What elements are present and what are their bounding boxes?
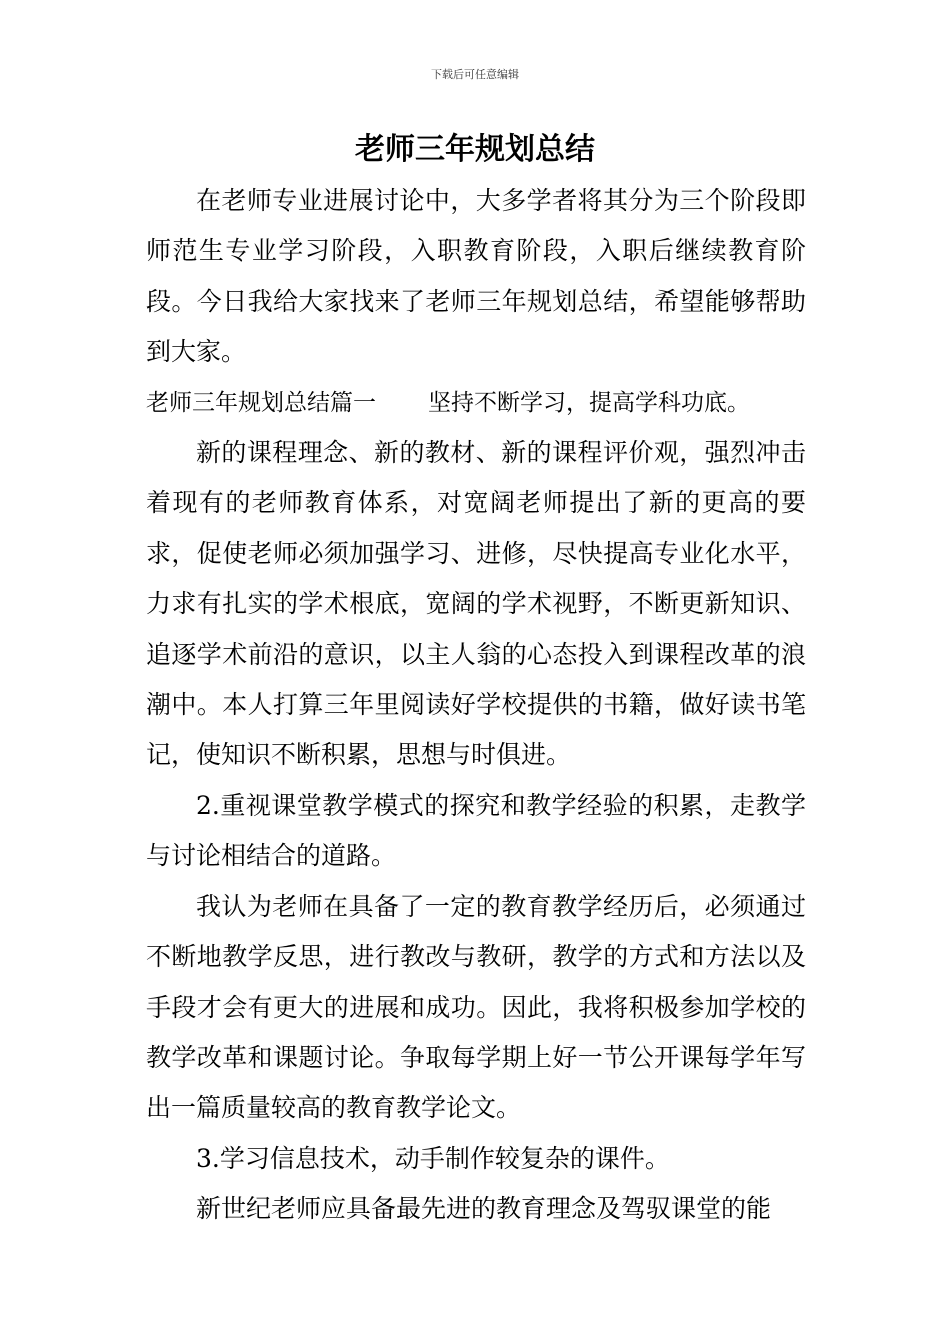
paragraph-2: 2.重视课堂教学模式的探究和教学经验的积累，走教学与讨论相结合的道路。 bbox=[146, 790, 806, 871]
intro-paragraph: 在老师专业进展讨论中，大多学者将其分为三个阶段即师范生专业学习阶段，入职教育阶段，入职后继续教育阶段。今日我给大家找来了老师三年规划总结，希望能够帮助到大家。 bbox=[146, 186, 806, 367]
paragraph-3: 我认为老师在具备了一定的教育教学经历后，必须通过不断地教学反思，进行教改与教研，教学的方式和方法以及手段才会有更大的进展和成功。因此，我将积极参加学校的教学改革和课题讨论。争取每学期上好一节公开课每学年写出一篇质量较高的教育教学论文。 bbox=[146, 891, 806, 1123]
header-note: 下载后可任意编辑 bbox=[431, 68, 519, 81]
paragraph-4: 3.学习信息技术，动手制作较复杂的课件。 bbox=[196, 1143, 670, 1173]
section-heading-line bbox=[146, 378, 806, 428]
paragraph-1: 新的课程理念、新的教材、新的课程评价观，强烈冲击着现有的老师教育体系，对宽阔老师提出了新的更高的要求，促使老师必须加强学习、进修，尽快提高专业化水平，力求有扎实的学术根底，宽阔的学术视野，不断更新知识、追逐学术前沿的意识，以主人翁的心态投入到课程改革的浪潮中。本人打算三年里阅读好学校提供的书籍，做好读书笔记，使知识不断积累，思想与时俱进。 bbox=[146, 438, 806, 770]
document-title: 老师三年规划总结 bbox=[355, 132, 595, 167]
paragraph-5: 新世纪老师应具备最先进的教育理念及驾驭课堂的能 bbox=[196, 1194, 772, 1224]
section-heading: 老师三年规划总结篇一 bbox=[146, 389, 376, 416]
section-point-1: 坚持不断学习，提高学科功底。 bbox=[428, 389, 750, 416]
document-body bbox=[146, 176, 806, 1235]
heading-gap bbox=[376, 378, 428, 428]
